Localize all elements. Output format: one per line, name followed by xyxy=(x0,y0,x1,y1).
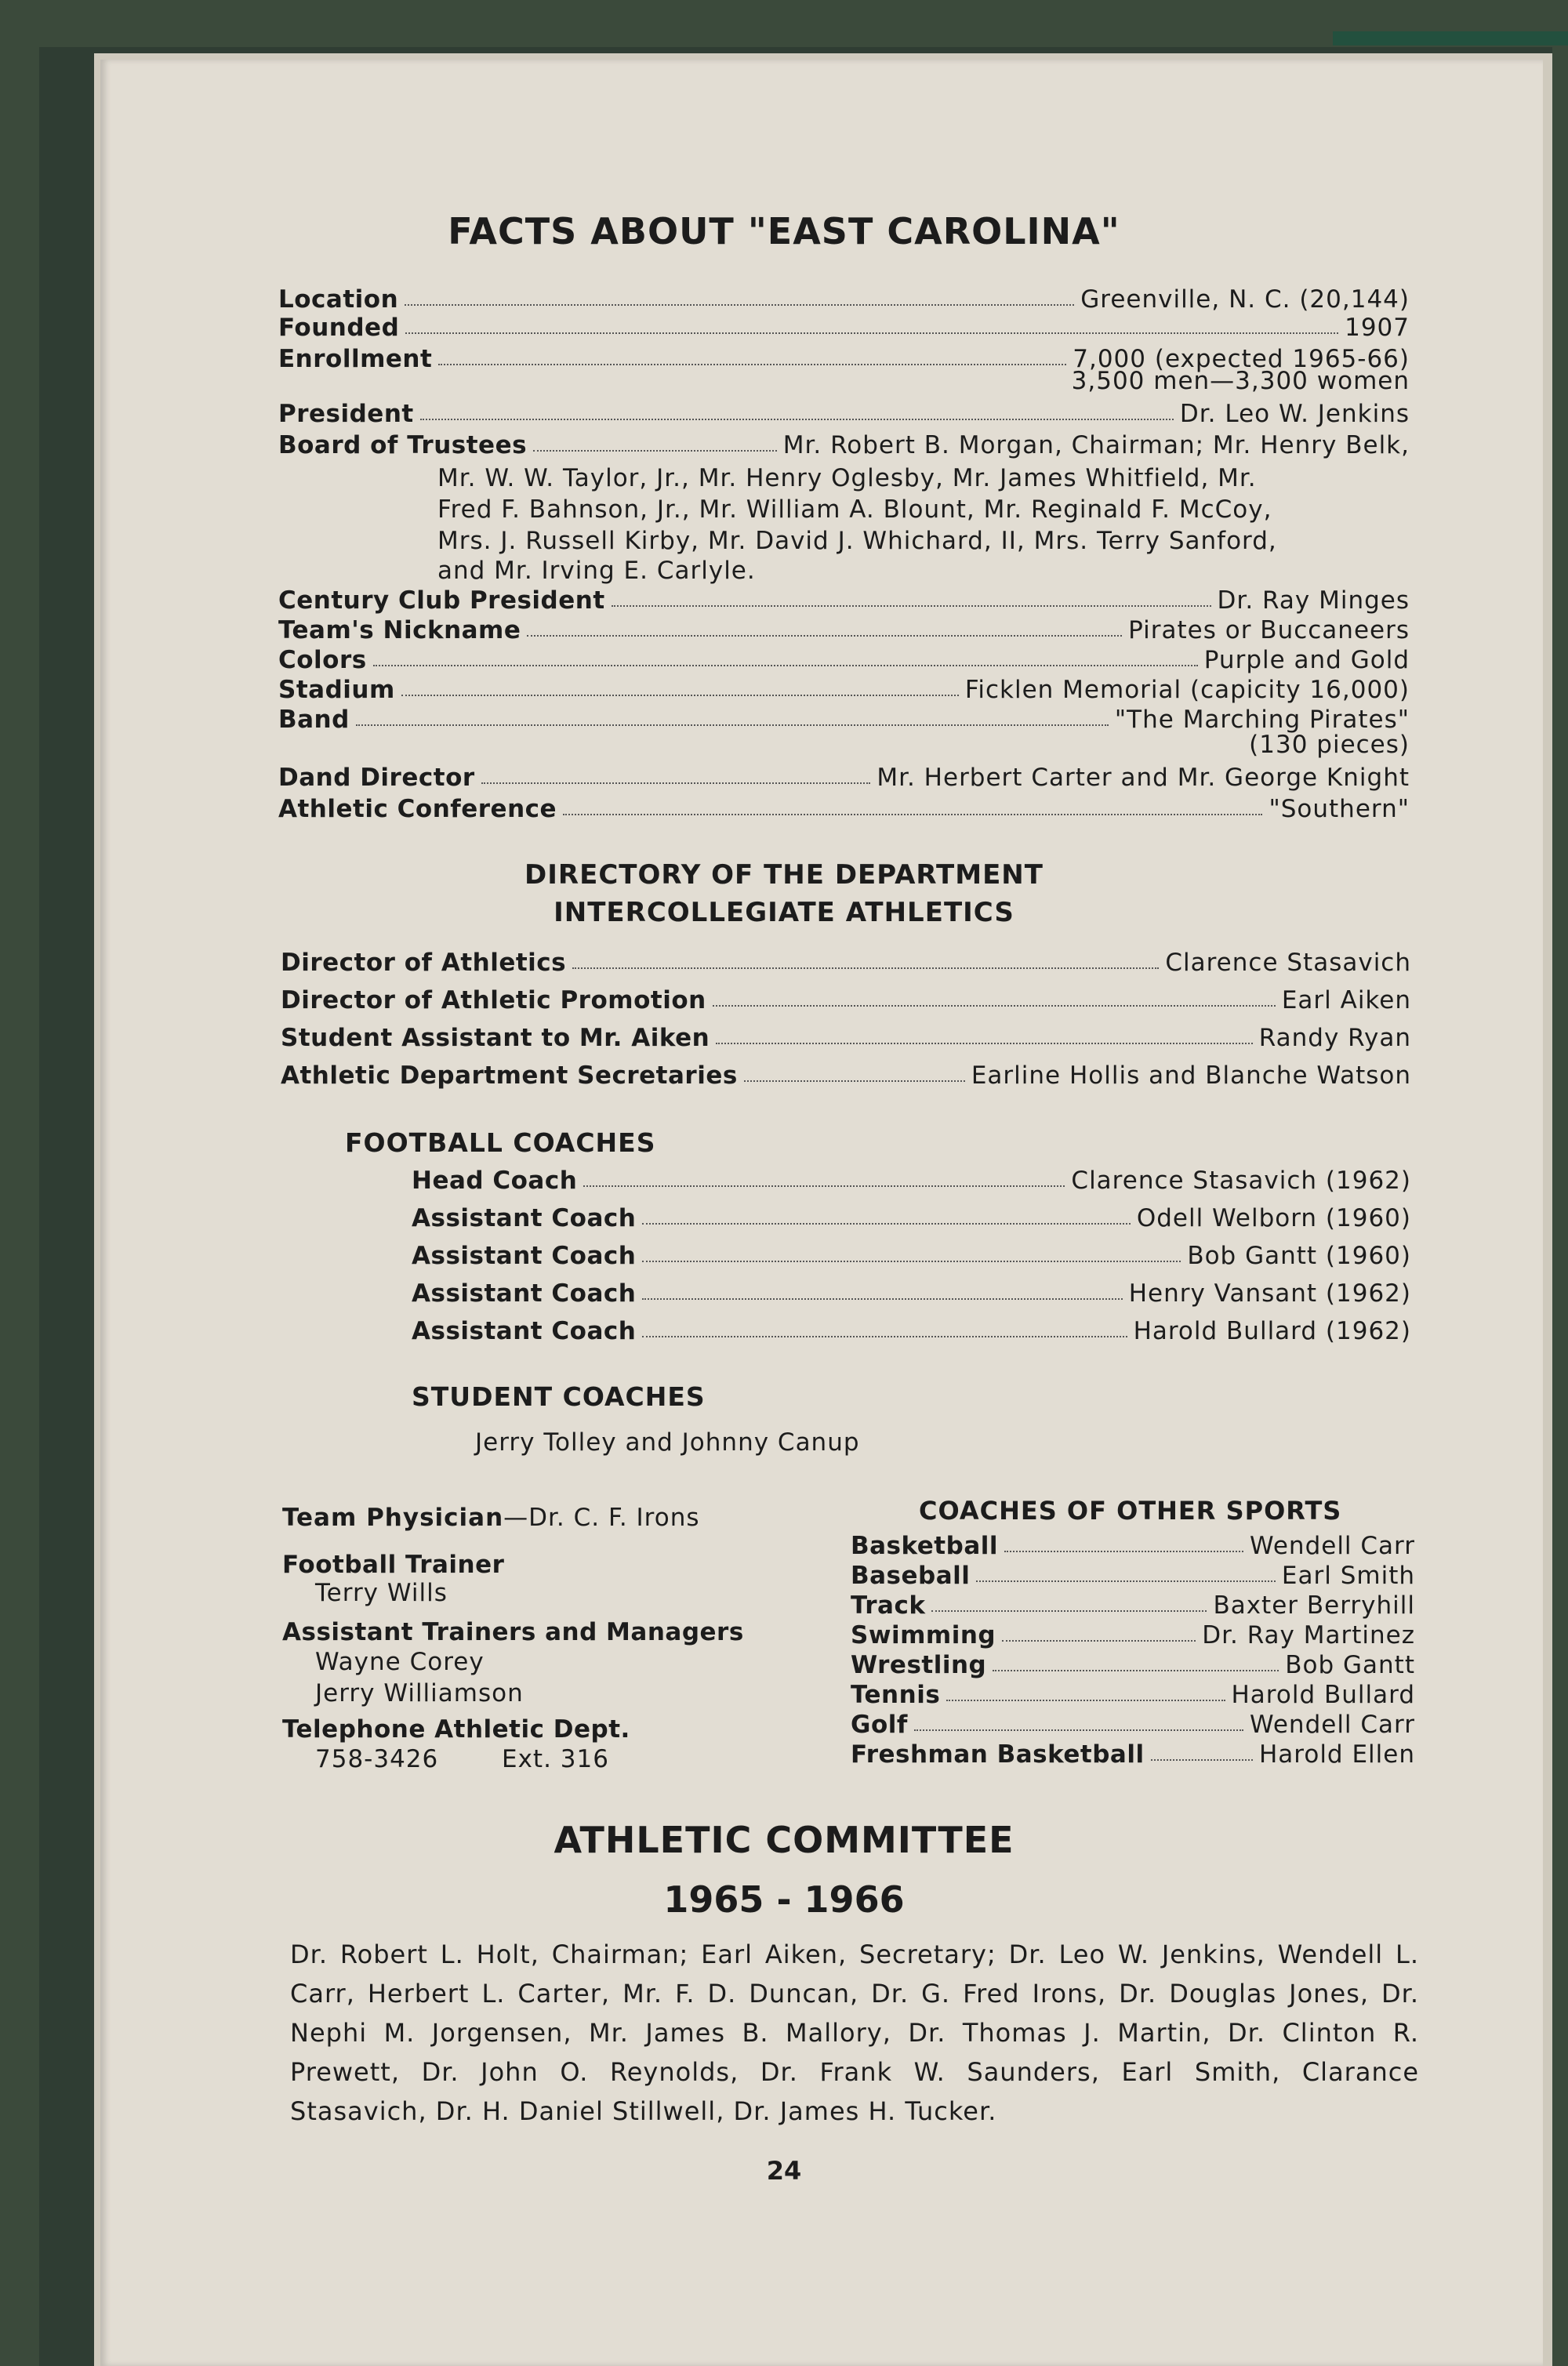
leader-dots xyxy=(1151,1759,1253,1761)
sport-row xyxy=(851,1620,1415,1651)
board-line: Fred F. Bahnson, Jr., Mr. William A. Blount, Mr. Reginald F. McCoy, xyxy=(437,495,1272,524)
page-number: 24 xyxy=(766,2156,802,2186)
leader-dots xyxy=(527,635,1122,637)
leader-dots xyxy=(438,364,1066,365)
directory-title xyxy=(0,856,1568,931)
dir-label: Student Assistant to Mr. Aiken xyxy=(281,1024,710,1052)
fact-label: Band xyxy=(278,706,350,734)
leader-dots xyxy=(356,724,1109,726)
coach-name: Harold Bullard (1962) xyxy=(1133,1317,1411,1345)
fact-conference xyxy=(278,793,1410,825)
sport-coach: Wendell Carr xyxy=(1250,1711,1415,1739)
sport-row xyxy=(851,1530,1415,1562)
physician-value: —Dr. C. F. Irons xyxy=(503,1504,700,1532)
coach-row xyxy=(412,1240,1411,1272)
fact-label: President xyxy=(278,400,414,428)
directory-title-line: INTERCOLLEGIATE ATHLETICS xyxy=(554,897,1014,928)
fact-location xyxy=(278,284,1410,315)
fact-value: "Southern" xyxy=(1269,795,1410,823)
coach-row xyxy=(412,1315,1411,1347)
phone-number: 758-3426 xyxy=(315,1745,439,1773)
leader-dots xyxy=(583,1185,1065,1187)
fact-label: Location xyxy=(278,285,399,314)
leader-dots xyxy=(642,1223,1131,1225)
leader-dots xyxy=(533,450,777,452)
leader-dots xyxy=(563,814,1262,815)
sport-coach: Earl Smith xyxy=(1281,1562,1415,1590)
coach-role: Assistant Coach xyxy=(412,1317,637,1345)
student-coaches-heading: STUDENT COACHES xyxy=(412,1381,706,1412)
fact-century-club xyxy=(278,585,1410,616)
coach-role: Assistant Coach xyxy=(412,1279,637,1308)
sport-row xyxy=(851,1649,1415,1681)
trainer-name: Terry Wills xyxy=(315,1579,448,1607)
sport-row xyxy=(851,1739,1415,1770)
cover-ribbon xyxy=(1333,31,1568,45)
coach-role: Head Coach xyxy=(412,1167,578,1195)
leader-dots xyxy=(405,304,1074,306)
committee-members: Dr. Robert L. Holt, Chairman; Earl Aiken, Secretary; Dr. Leo W. Jenkins, Wendell L. Carr, Herbert L. Carter, Mr. F. D. Duncan, Dr. G. Fred Irons, Dr. Douglas Jones, Dr. Nephi M. Jorgensen, Mr. James B. Mallory, Dr. Thomas J. Martin, Dr. Clinton R. Prewett, Dr. John O. Reynolds, Dr. Frank W. Saunders, Earl Smith, Clarance Stasavich, Dr. H. Daniel Stillwell, Dr. James H. Tucker. xyxy=(290,1940,1419,2126)
coach-role: Assistant Coach xyxy=(412,1242,637,1270)
board-line: and Mr. Irving E. Carlyle. xyxy=(437,557,756,585)
fact-value: Mr. Herbert Carter and Mr. George Knight xyxy=(877,764,1410,792)
sport-name: Baseball xyxy=(851,1562,971,1590)
leader-dots xyxy=(642,1336,1127,1337)
sport-name: Wrestling xyxy=(851,1651,987,1679)
dir-secretaries xyxy=(281,1060,1411,1091)
band-pieces: (130 pieces) xyxy=(1249,731,1410,759)
assistants-label: Assistant Trainers and Managers xyxy=(282,1618,744,1646)
fact-value: Mr. Robert B. Morgan, Chairman; Mr. Henry Belk, xyxy=(782,431,1410,459)
coach-name: Bob Gantt (1960) xyxy=(1187,1242,1411,1270)
fact-value: Pirates or Buccaneers xyxy=(1128,616,1410,644)
sport-row xyxy=(851,1679,1415,1711)
fact-value: 7,000 (expected 1965-66) xyxy=(1073,345,1410,373)
fact-value: Ficklen Memorial (capicity 16,000) xyxy=(964,676,1410,704)
fact-board xyxy=(278,430,1410,461)
sport-name: Freshman Basketball xyxy=(851,1740,1145,1769)
fact-label: Enrollment xyxy=(278,345,433,373)
coach-name: Clarence Stasavich (1962) xyxy=(1071,1167,1411,1195)
leader-dots xyxy=(744,1080,965,1082)
leader-dots xyxy=(420,419,1174,420)
dir-label: Athletic Department Secretaries xyxy=(281,1061,738,1090)
leader-dots xyxy=(572,967,1159,969)
dir-label: Director of Athletic Promotion xyxy=(281,986,706,1014)
other-sports-heading: COACHES OF OTHER SPORTS xyxy=(919,1496,1342,1526)
coach-name: Odell Welborn (1960) xyxy=(1136,1204,1411,1232)
fact-value: Dr. Ray Minges xyxy=(1217,586,1410,615)
assistant-name: Wayne Corey xyxy=(315,1648,485,1676)
directory-title-line: DIRECTORY OF THE DEPARTMENT xyxy=(524,859,1044,891)
coach-row xyxy=(412,1165,1411,1196)
trainer-label: Football Trainer xyxy=(282,1551,505,1579)
sport-row xyxy=(851,1590,1415,1621)
enrollment-breakdown: 3,500 men—3,300 women xyxy=(1071,367,1410,395)
sport-coach: Harold Bullard xyxy=(1231,1681,1415,1709)
fact-label: Team's Nickname xyxy=(278,616,521,644)
sport-coach: Bob Gantt xyxy=(1285,1651,1415,1679)
leader-dots xyxy=(946,1700,1225,1701)
leader-dots xyxy=(401,695,959,696)
fact-value: Greenville, N. C. (20,144) xyxy=(1080,285,1410,314)
fact-label: Founded xyxy=(278,314,400,342)
leader-dots xyxy=(993,1670,1279,1671)
dir-value: Earline Hollis and Blanche Watson xyxy=(971,1061,1411,1090)
leader-dots xyxy=(373,665,1198,666)
sport-name: Swimming xyxy=(851,1621,996,1649)
phone-extension: Ext. 316 xyxy=(502,1745,609,1773)
sport-name: Golf xyxy=(851,1711,908,1739)
fact-stadium xyxy=(278,674,1410,706)
board-line: Mrs. J. Russell Kirby, Mr. David J. Whichard, II, Mrs. Terry Sanford, xyxy=(437,527,1277,555)
leader-dots xyxy=(716,1043,1253,1044)
board-line: Mr. W. W. Taylor, Jr., Mr. Henry Oglesby, Mr. James Whitfield, Mr. xyxy=(437,464,1257,492)
fact-label: Stadium xyxy=(278,676,395,704)
leader-dots xyxy=(713,1005,1276,1007)
fact-value: "The Marching Pirates" xyxy=(1114,706,1410,734)
fact-colors xyxy=(278,644,1410,676)
fact-nickname xyxy=(278,615,1410,646)
dir-value: Randy Ryan xyxy=(1258,1024,1411,1052)
dir-athletic-promotion xyxy=(281,985,1411,1016)
sport-coach: Baxter Berryhill xyxy=(1213,1591,1415,1620)
dir-label: Director of Athletics xyxy=(281,949,567,977)
leader-dots xyxy=(931,1610,1207,1612)
dir-director-of-athletics xyxy=(281,947,1411,978)
fact-label: Century Club President xyxy=(278,586,605,615)
sport-name: Track xyxy=(851,1591,926,1620)
team-physician xyxy=(282,1502,700,1533)
coach-row xyxy=(412,1278,1411,1309)
fact-label: Board of Trustees xyxy=(278,431,528,459)
phone-label: Telephone Athletic Dept. xyxy=(282,1715,630,1744)
leader-dots xyxy=(612,605,1211,607)
fact-label: Athletic Conference xyxy=(278,795,557,823)
leader-dots xyxy=(405,332,1338,334)
assistant-name: Jerry Williamson xyxy=(315,1679,524,1707)
leader-dots xyxy=(976,1580,1276,1582)
student-coaches-names: Jerry Tolley and Johnny Canup xyxy=(475,1428,860,1457)
fact-value: Dr. Leo W. Jenkins xyxy=(1179,400,1410,428)
fact-band-director xyxy=(278,762,1410,793)
fact-band xyxy=(278,704,1410,735)
dir-value: Clarence Stasavich xyxy=(1165,949,1411,977)
sport-row xyxy=(851,1709,1415,1740)
leader-dots xyxy=(642,1261,1181,1262)
fact-founded xyxy=(278,312,1410,343)
leader-dots xyxy=(914,1729,1243,1731)
committee-year: 1965 - 1966 xyxy=(663,1878,905,1921)
fact-label: Colors xyxy=(278,646,367,674)
sport-name: Tennis xyxy=(851,1681,941,1709)
fact-president xyxy=(278,398,1410,430)
sport-row xyxy=(851,1560,1415,1591)
facts-title: FACTS ABOUT "EAST CAROLINA" xyxy=(448,210,1120,252)
leader-dots xyxy=(481,782,871,784)
sport-coach: Wendell Carr xyxy=(1250,1532,1415,1560)
fact-value: Purple and Gold xyxy=(1203,646,1410,674)
fact-value: 1907 xyxy=(1345,314,1410,342)
leader-dots xyxy=(642,1298,1122,1300)
dir-student-assistant xyxy=(281,1022,1411,1054)
football-coaches-heading: FOOTBALL COACHES xyxy=(345,1127,656,1158)
dir-value: Earl Aiken xyxy=(1281,986,1411,1014)
physician-label: Team Physician xyxy=(282,1504,504,1532)
sport-coach: Harold Ellen xyxy=(1258,1740,1415,1769)
sport-name: Basketball xyxy=(851,1532,998,1560)
coach-name: Henry Vansant (1962) xyxy=(1128,1279,1411,1308)
sport-coach: Dr. Ray Martinez xyxy=(1202,1621,1415,1649)
committee-title: ATHLETIC COMMITTEE xyxy=(554,1819,1014,1861)
leader-dots xyxy=(1004,1551,1243,1552)
coach-row xyxy=(412,1203,1411,1234)
coach-role: Assistant Coach xyxy=(412,1204,637,1232)
fact-label: Dand Director xyxy=(278,764,475,792)
leader-dots xyxy=(1002,1640,1196,1642)
